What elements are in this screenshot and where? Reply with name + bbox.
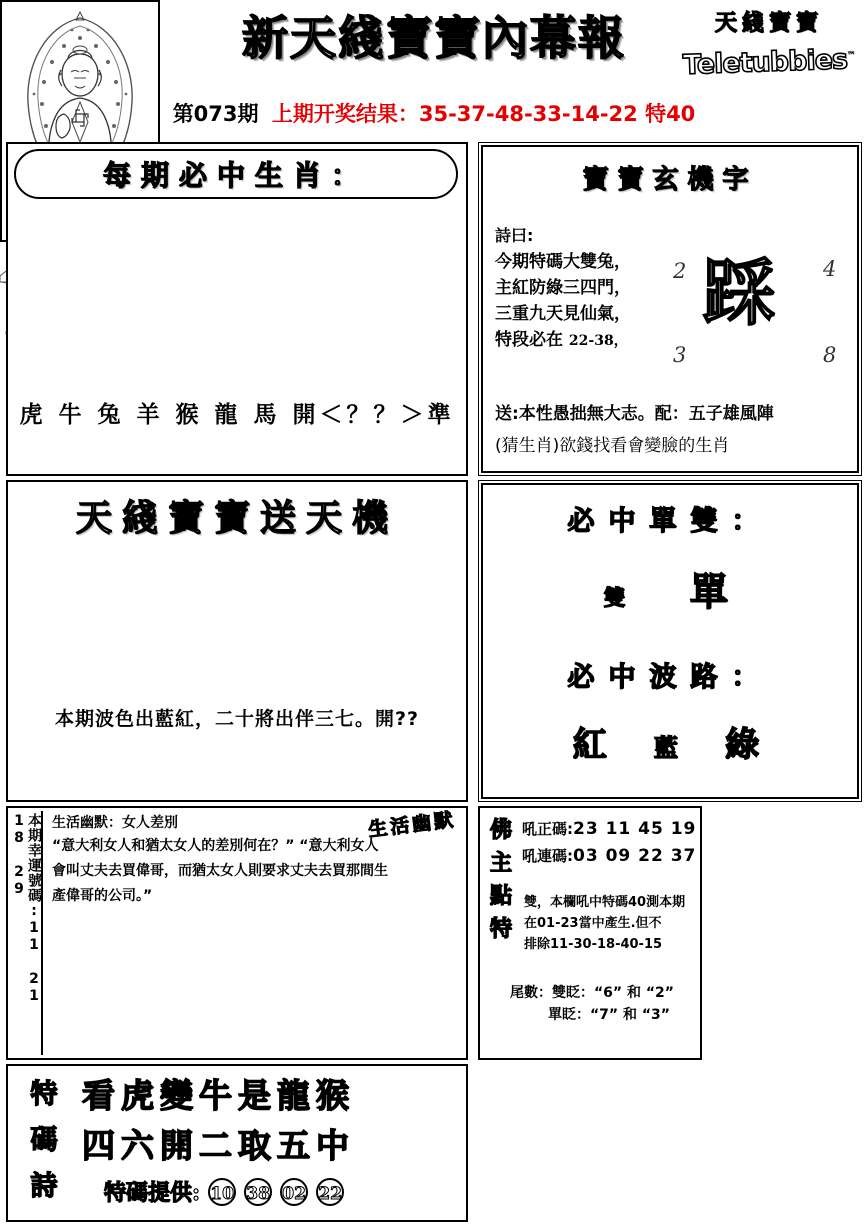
tianji-box [6,480,468,802]
wave-label: 必中波路： [567,662,773,693]
poem-line-4 [495,327,631,354]
special-code-supply [104,1176,464,1207]
tail-row-2 [486,1004,698,1026]
joke-box [6,806,468,1060]
zodiac-picks: 虎 牛 兔 羊 猴 龍 馬 開＜？？＞準 [19,401,455,428]
supply-ball-1: 10 [208,1178,236,1206]
tail-numbers [486,982,698,1026]
tianji-note: 本期波色出藍紅，二十將出伴三七。開?? [54,708,420,730]
poem-line-3: 三重九天見仙氣， [495,304,631,324]
special-code-poem-line-2: 四六開二取五中 [82,1126,355,1165]
last-draw-result: 上期开奖结果：35-37-48-33-14-22 特40 [271,102,696,126]
poem-last-range: 22-38， [568,333,628,349]
buddha-desc-line-3: 排除11-30-18-40-15 [524,937,663,952]
tail-row-1 [486,982,698,1004]
life-humor-stamp: 生活幽默 [367,808,458,842]
page-title: 新天綫寶寶內幕報 [242,11,626,65]
buddha-desc-line-1: 雙，本欄吼中特碼40測本期 [524,895,686,910]
riddle-title-wrap [483,159,857,196]
poem-line-1: 今期特碼大雙兔， [495,252,631,272]
joke-body: “意大利女人和猶太女人的差別何在？” “意大利女人會叫丈夫去買偉哥，而猶太女人則要求丈夫去買那間生產偉哥的公司。” [52,838,388,904]
odd-even-label: 必中單雙： [567,506,773,537]
issue-number: 第073期 [172,102,259,126]
teletubbies-logo [676,6,862,81]
teletubbies-logo-cn: 天綫寶寶 [714,10,823,36]
corner-number-bottom-left: 3 [673,343,687,367]
buddha-desc-line-2: 在01-23當中產生.但不 [524,916,662,931]
wave-color-green: 綠 [725,725,768,765]
odd-even-label-wrap [483,499,857,538]
tianji-heading-wrap [8,490,466,541]
corner-number-top-right: 4 [823,257,837,281]
special-code-poem-box [6,1064,468,1222]
tianji-heading: 天綫寶寶送天機 [75,497,398,539]
buddha-code-row-1 [522,816,704,843]
joke-title: 生活幽默：女人差別 [52,815,178,831]
supply-label: 特碼提供: [104,1180,201,1206]
corner-number-bottom-right: 8 [823,343,837,367]
buddha-code-label-2: 吼連碼: [522,847,573,865]
wave-color-red: 紅 [572,725,615,765]
buddha-description [524,892,714,955]
lucky-numbers-label: 本期幸運號碼:11 21 18 29 [11,813,42,1005]
zodiac-heading: 每期必中生肖： [102,159,369,192]
supply-ball-4: 22 [316,1178,344,1206]
supply-ball-2: 38 [244,1178,272,1206]
riddle-title: 寶寶玄機字 [582,165,758,195]
issue-line [0,98,868,128]
riddle-box [478,142,862,476]
picks-box-inner [481,483,859,799]
riddle-box-inner [481,145,859,473]
supply-ball-3: 02 [280,1178,308,1206]
poem-line-2: 主紅防綠三四門， [495,278,631,298]
corner-number-top-left: 2 [673,259,687,283]
buddha-tips-box [478,806,702,1060]
buddha-code-row-2 [522,843,704,870]
buddha-codes [522,816,704,870]
buddha-code-label-1: 吼正碼: [522,820,573,838]
tail-even: 雙眨：“6” 和 “2” [551,985,675,1001]
special-code-poem-line-1: 看虎變牛是龍猴 [82,1076,355,1115]
poem-last-prefix: 特段必在 [495,330,563,350]
odd-even-values [483,561,857,616]
teletubbies-logo-en [676,44,863,81]
teletubbies-wordmark: Teletubbies [682,44,848,81]
buddha-code-value-2: 03 09 22 37 [573,846,697,866]
odd-even-pick-small: 雙 [603,585,633,610]
wave-label-wrap [483,655,857,694]
odd-even-pick-big: 單 [690,569,737,614]
riddle-foot-line-2: (猜生肖)欲錢找看會變臉的生肖 [495,436,730,456]
riddle-poem [495,223,631,354]
riddle-foot-line-1: 送:本性愚拙無大志。配：五子雄風陣 [495,404,774,424]
tail-label: 尾數： [509,985,552,1001]
buddha-tips-vertical-title: 佛主點特 [489,817,512,942]
special-code-poem-vertical-title: 特碼詩 [30,1079,58,1202]
zodiac-box [6,142,468,476]
riddle-glyph: 踩 [702,250,775,335]
picks-box [478,480,862,802]
tail-odd: 單眨：“7” 和 “3” [547,1007,671,1023]
buddha-code-value-1: 23 11 45 19 [573,819,697,839]
trademark-symbol: ™ [846,51,856,62]
poem-lead: 詩曰: [495,226,534,245]
lucky-numbers-strip [11,811,43,1055]
wave-color-blue: 藍 [654,733,686,762]
wave-values [483,717,857,766]
zodiac-heading-frame [14,149,458,199]
